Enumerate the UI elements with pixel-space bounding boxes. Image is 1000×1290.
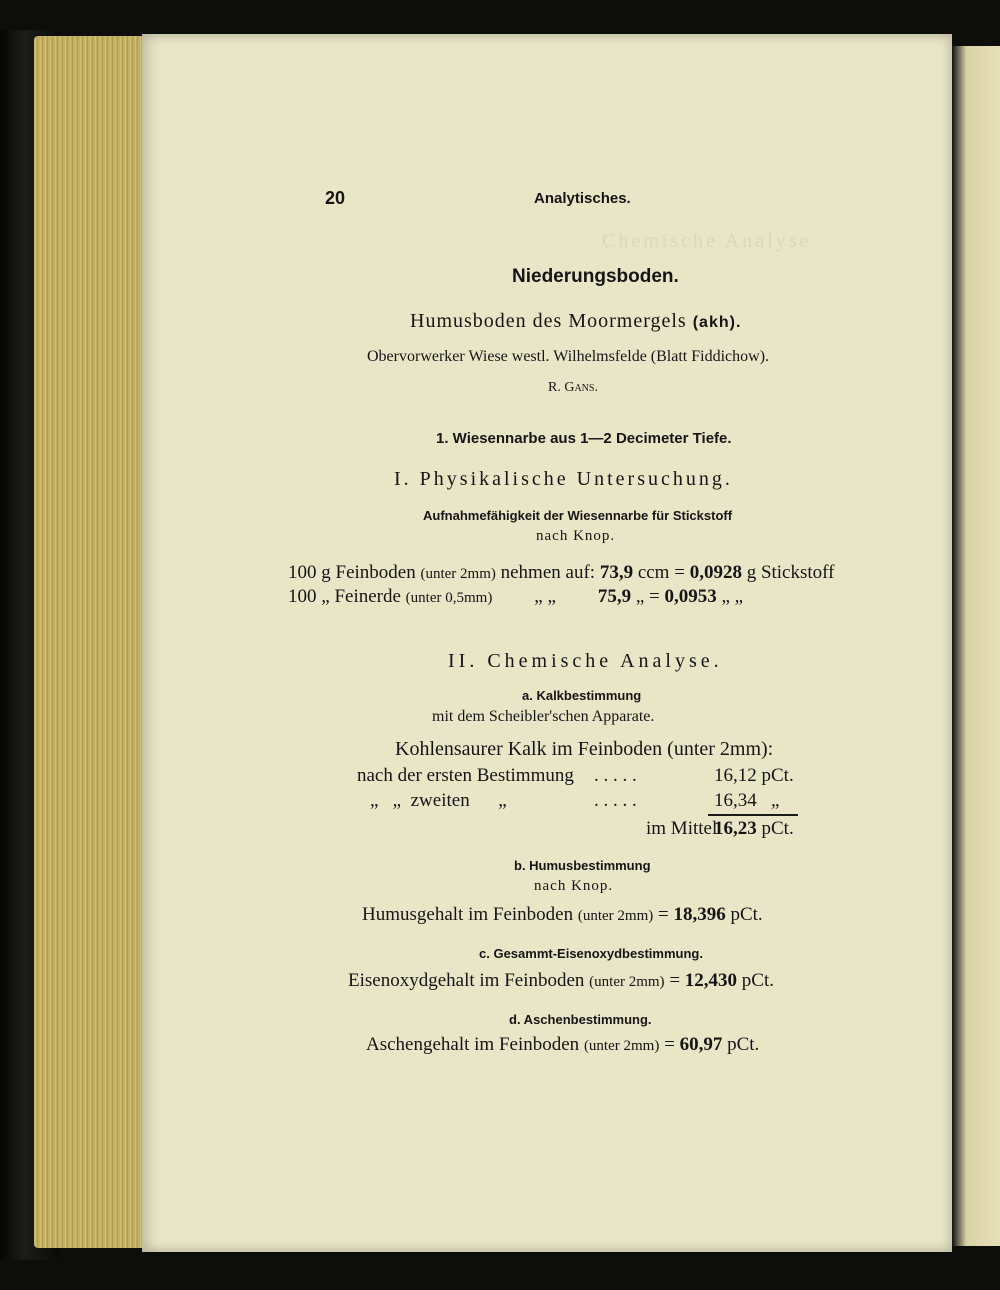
mean-unit: pCt. [761, 818, 794, 839]
eisen-equals: = [669, 970, 681, 991]
kalk-line1-value: 16,12 pCt. [714, 765, 794, 786]
page-edges [34, 36, 146, 1248]
running-head: Analytisches. [534, 190, 631, 207]
part2-heading: II. Chemische Analyse. [448, 650, 723, 672]
row-quantity: 100 g [288, 562, 331, 583]
row-verb: „ „ [534, 586, 556, 607]
eisen-line [348, 970, 774, 992]
mean-label: im Mittel [646, 818, 718, 839]
location: Obervorwerker Wiese westl. Wilhelmsfelde (Blatt Fiddichow). [367, 348, 770, 365]
humus-qualifier: (unter 2mm) [577, 908, 654, 924]
show-through: Chemische Analyse [602, 230, 812, 252]
row-result-unit: g Stickstoff [746, 562, 835, 583]
kalk-line1-label: nach der ersten Bestimmung [357, 765, 574, 786]
asche-heading: d. Aschenbestimmung. [509, 1012, 652, 1027]
section-heading: 1. Wiesennarbe aus 1—2 Decimeter Tiefe. [436, 430, 732, 447]
row-verb: nehmen auf: [500, 562, 596, 583]
mean-value [714, 818, 794, 840]
row-equals: = [674, 562, 685, 583]
sum-rule [708, 814, 798, 816]
page-number: 20 [325, 188, 346, 208]
kalk-line2-dots: . . . . . [594, 790, 637, 811]
row-quantity: 100 „ [288, 586, 330, 607]
row-qualifier: (unter 0,5mm) [405, 590, 493, 606]
eisen-qualifier: (unter 2mm) [589, 974, 665, 990]
asche-line [366, 1034, 759, 1056]
humus-equals: = [658, 904, 669, 925]
table-row [288, 562, 834, 584]
table-row [288, 586, 743, 608]
book-page [142, 34, 952, 1252]
row-result: 0,0953 [664, 586, 717, 607]
row-sample: Feinboden [335, 562, 416, 583]
humus-method: nach Knop. [534, 878, 614, 894]
row-equals: = [649, 586, 660, 607]
kalk-heading: a. Kalkbestimmung [522, 688, 642, 703]
humus-heading: b. Humusbestimmung [514, 858, 651, 873]
kalk-line2-value: 16,34 „ [714, 790, 780, 811]
row-sample: Feinerde [334, 586, 401, 607]
humus-unit: pCt. [730, 904, 763, 925]
asche-value: 60,97 [679, 1034, 723, 1055]
row-unit: ccm [637, 562, 670, 583]
subtitle [410, 310, 741, 333]
eisen-value: 12,430 [684, 970, 738, 991]
row-result-unit: „ „ [721, 586, 744, 607]
row-result: 0,0928 [689, 562, 742, 583]
eisen-unit: pCt. [741, 970, 774, 991]
row-qualifier: (unter 2mm) [420, 566, 496, 582]
eisen-text: Eisenoxydgehalt im Feinboden [348, 970, 585, 991]
subtitle-text: Humusboden des Moormergels [410, 310, 687, 332]
part1-subheading: Aufnahmefähigkeit der Wiesennarbe für Stickstoff [423, 508, 733, 523]
facing-page-edge [952, 46, 1000, 1246]
asche-equals: = [664, 1034, 675, 1055]
soil-code: (akh). [692, 314, 742, 331]
asche-unit: pCt. [727, 1034, 760, 1055]
page-title: Niederungsboden. [512, 266, 679, 287]
row-value: 73,9 [599, 562, 634, 583]
row-value: 75,9 [597, 586, 632, 607]
part1-heading: I. Physikalische Untersuchung. [394, 468, 733, 490]
humus-text: Humusgehalt im Feinboden [362, 904, 574, 925]
humus-value: 18,396 [673, 904, 726, 925]
humus-line [362, 904, 763, 926]
mean-number: 16,23 [714, 818, 757, 839]
kalk-line1-dots: . . . . . [594, 765, 637, 786]
author: R. Gans. [548, 380, 598, 395]
kalk-method: mit dem Scheibler'schen Apparate. [432, 708, 655, 725]
kalk-intro: Kohlensaurer Kalk im Feinboden (unter 2mm): [395, 738, 774, 760]
asche-text: Aschengehalt im Feinboden [366, 1034, 580, 1055]
row-unit: „ [635, 586, 645, 607]
kalk-line2-label: „ „ zweiten „ [370, 790, 507, 811]
asche-qualifier: (unter 2mm) [583, 1038, 660, 1054]
eisen-heading: c. Gesammt-Eisenoxydbestimmung. [479, 946, 703, 961]
part1-method: nach Knop. [536, 528, 616, 544]
